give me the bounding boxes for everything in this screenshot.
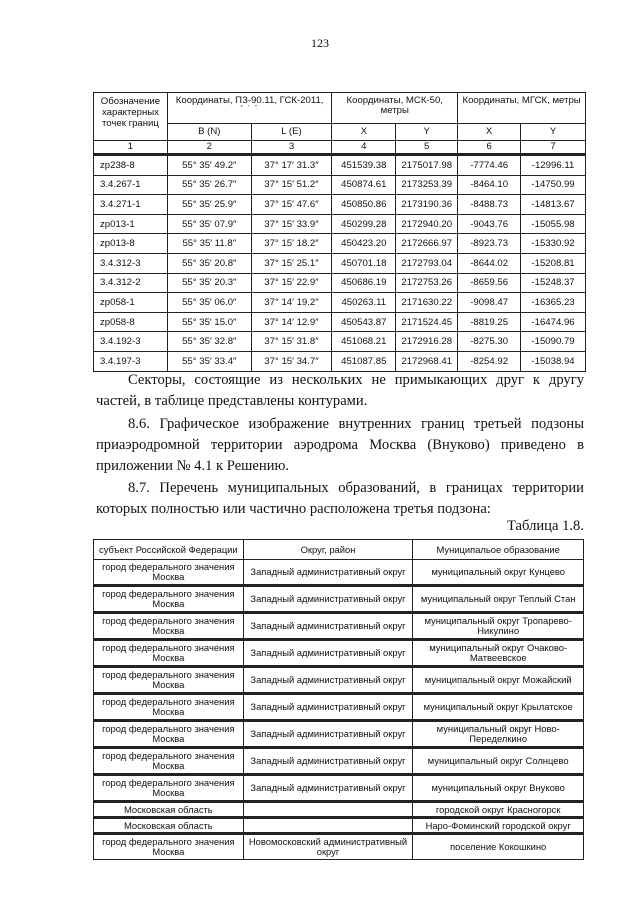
muni-cell: Западный административный округ [243,613,413,640]
muni-cell: Западный административный округ [243,694,413,721]
muni-cell: муниципальный округ Теплый Стан [413,586,584,613]
coordinate-cell: 55° 35′ 15.0″ [167,312,251,332]
muni-cell: Западный административный округ [243,560,413,586]
muni-col-header: Муниципальое образование [413,540,584,560]
muni-cell: Западный административный округ [243,640,413,667]
coordinate-cell: 55° 35′ 20.3″ [167,273,251,293]
coordinate-cell: -8659.56 [458,273,521,293]
muni-col-header: Округ, район [243,540,413,560]
table-row [94,214,586,234]
point-id-cell: 3.4.192-3 [94,332,168,352]
coordinate-cell: 450874.61 [332,175,396,195]
coordinate-cell: 450850.86 [332,195,396,215]
coordinate-cell: 451068.21 [332,332,396,352]
coordinate-cell: -8488.73 [458,195,521,215]
coordinate-cell: 451087.85 [332,351,396,371]
coordinate-cell: -15330.92 [521,234,586,254]
coordinate-cell: 450263.11 [332,293,396,313]
muni-cell: город федерального значения Москва [94,640,244,667]
coordinate-cell: 450701.18 [332,253,396,273]
muni-cell [243,818,413,834]
col-subheader: B (N) [167,124,251,141]
coordinate-cell: 37° 15′ 33.9″ [251,214,332,234]
col-subheader: Y [521,124,586,141]
table-row [94,694,584,721]
table-row [94,234,586,254]
muni-cell: город федерального значения Москва [94,694,244,721]
table-row [94,667,584,694]
muni-cell: муниципальный округ Можайский [413,667,584,694]
col-number: 6 [458,141,521,155]
coordinate-cell: -14750.99 [521,175,586,195]
coordinate-cell: 55° 35′ 49.2″ [167,155,251,176]
paragraph-8-6 [96,414,584,477]
muni-cell: городской округ Красногорск [413,802,584,818]
table-row [94,195,586,215]
table-row [94,273,586,293]
coordinate-cell: -15248.37 [521,273,586,293]
muni-cell: муниципальный округ Солнцево [413,748,584,775]
muni-cell: Западный административный округ [243,586,413,613]
point-id-cell: 3.4.267-1 [94,175,168,195]
coordinate-cell: 37° 15′ 22.9″ [251,273,332,293]
table-row [94,748,584,775]
coordinate-cell: 55° 35′ 07.9″ [167,214,251,234]
col-number: 1 [94,141,168,155]
muni-cell: город федерального значения Москва [94,721,244,748]
muni-cell: Западный административный округ [243,748,413,775]
col-header-pz90-units: ° ′ ″ [240,105,259,111]
col-number: 3 [251,141,332,155]
point-id-cell: 3.4.197-3 [94,351,168,371]
col-number: 5 [396,141,458,155]
coordinate-cell: 2172753.26 [396,273,458,293]
page-number: 123 [311,36,329,50]
muni-cell: город федерального значения Москва [94,748,244,775]
muni-cell: муниципальный округ Ново-Переделкино [413,721,584,748]
coordinate-cell: 37° 17′ 31.3″ [251,155,332,176]
coordinate-cell: 55° 35′ 33.4″ [167,351,251,371]
muni-cell: муниципальный округ Крылатское [413,694,584,721]
coordinate-cell: 37° 14′ 12.9″ [251,312,332,332]
col-header-mgsk: Координаты, МГСК, метры [458,93,586,124]
table-row [94,640,584,667]
coordinate-cell: -15055.98 [521,214,586,234]
paragraph-8-7 [96,478,584,520]
col-header-msk50: Координаты, МСК-50, метры [332,93,458,124]
coordinate-cell: -8464.10 [458,175,521,195]
muni-cell: Западный административный округ [243,667,413,694]
table-row [94,253,586,273]
coordinate-cell: 55° 35′ 06.0″ [167,293,251,313]
muni-cell: Наро-Фоминский городской округ [413,818,584,834]
coordinate-cell: 37° 15′ 47.6″ [251,195,332,215]
coordinate-cell: 2172666.97 [396,234,458,254]
coordinate-cell: 37° 15′ 34.7″ [251,351,332,371]
coordinate-cell: 55° 35′ 32.8″ [167,332,251,352]
coordinate-cell: 450686.19 [332,273,396,293]
muni-cell: город федерального значения Москва [94,775,244,802]
coordinate-cell: 451539.38 [332,155,396,176]
muni-col-header: субъект Российской Федерации [94,540,244,560]
muni-cell: Западный административный округ [243,775,413,802]
muni-cell: Новомосковский административный округ [243,834,413,860]
coordinate-cell: 450299.28 [332,214,396,234]
table-row [94,613,584,640]
coordinate-cell: 55° 35′ 11.8″ [167,234,251,254]
paragraph-8-7-text: 8.7. Перечень муниципальных образований, в границах территории которых полностью или частично расположена третья подзона: [96,480,584,517]
coordinate-cell: 37° 15′ 18.2″ [251,234,332,254]
coordinate-cell: -16365.23 [521,293,586,313]
col-header-pz90-label: Координаты, ПЗ-90.11, ГСК-2011, [175,95,324,106]
coordinate-cell: -8275.30 [458,332,521,352]
muni-cell [243,802,413,818]
coordinate-cell: -15208.81 [521,253,586,273]
muni-cell: муниципальный округ Внуково [413,775,584,802]
table-row [94,834,584,860]
col-number: 4 [332,141,396,155]
paragraph-sectors-text: Секторы, состоящие из нескольких не примыкающих друг к другу частей, в таблице представлены контурами. [96,372,584,409]
coordinate-cell: 55° 35′ 25.9″ [167,195,251,215]
col-number: 7 [521,141,586,155]
muni-cell: поселение Кокошкино [413,834,584,860]
coordinate-cell: -8819.25 [458,312,521,332]
coordinate-cell: -12996.11 [521,155,586,176]
muni-cell: Московская область [94,818,244,834]
paragraph-8-6-text: 8.6. Графическое изображение внутренних границ третьей подзоны приаэродромной территории аэродрома Москва (Внуково) приведено в приложении № 4.1 к Решению. [96,416,584,474]
table-row [94,351,586,371]
table-row [94,175,586,195]
coordinate-cell: -7774.46 [458,155,521,176]
coordinate-cell: 2171630.22 [396,293,458,313]
table-row [94,155,586,176]
coordinate-cell: 55° 35′ 20.8″ [167,253,251,273]
point-id-cell: zp013-1 [94,214,168,234]
coordinate-cell: -14813.67 [521,195,586,215]
coordinate-cell: -9098.47 [458,293,521,313]
coordinate-cell: 37° 14′ 19.2″ [251,293,332,313]
col-header-points: Обозначение характерных точек границ [94,93,168,141]
coordinate-cell: 55° 35′ 26.7″ [167,175,251,195]
coordinate-cell: -15090.79 [521,332,586,352]
muni-cell: муниципальный округ Очаково-Матвеевское [413,640,584,667]
col-header-pz90 [167,93,331,124]
col-subheader: L (E) [251,124,332,141]
coordinate-cell: -9043.76 [458,214,521,234]
point-id-cell: zp013-8 [94,234,168,254]
muni-cell: муниципальный округ Кунцево [413,560,584,586]
col-number: 2 [167,141,251,155]
muni-cell: город федерального значения Москва [94,667,244,694]
coordinate-cell: 2173253.39 [396,175,458,195]
muni-cell: город федерального значения Москва [94,586,244,613]
coordinate-cell: -16474.96 [521,312,586,332]
coordinate-cell: 450543.87 [332,312,396,332]
table-row [94,293,586,313]
point-id-cell: zp238-8 [94,155,168,176]
coordinate-cell: 2172968.41 [396,351,458,371]
table-caption: Таблица 1.8. [506,518,584,534]
table-row [94,312,586,332]
coordinate-cell: -8254.92 [458,351,521,371]
coordinate-cell: -8644.02 [458,253,521,273]
coordinate-cell: -15038.94 [521,351,586,371]
muni-cell: город федерального значения Москва [94,560,244,586]
col-subheader: X [458,124,521,141]
municipalities-table [93,539,584,860]
point-id-cell: zp058-8 [94,312,168,332]
muni-cell: город федерального значения Москва [94,834,244,860]
coordinate-cell: -8923.73 [458,234,521,254]
coordinate-cell: 2172940.20 [396,214,458,234]
col-subheader: X [332,124,396,141]
coordinate-cell: 2172916.28 [396,332,458,352]
muni-cell: муниципальный округ Тропарево-Никулино [413,613,584,640]
col-subheader: Y [396,124,458,141]
coordinates-table [93,92,586,372]
coordinate-cell: 2171524.45 [396,312,458,332]
paragraph-sectors [96,370,584,412]
table-row [94,775,584,802]
table-row [94,560,584,586]
coordinate-cell: 2172793.04 [396,253,458,273]
coordinate-cell: 2173190.36 [396,195,458,215]
table-row [94,721,584,748]
coordinate-cell: 37° 15′ 31.8″ [251,332,332,352]
muni-cell: город федерального значения Москва [94,613,244,640]
table-row [94,802,584,818]
muni-cell: Московская область [94,802,244,818]
muni-cell: Западный административный округ [243,721,413,748]
point-id-cell: zp058-1 [94,293,168,313]
coordinate-cell: 37° 15′ 25.1″ [251,253,332,273]
coordinate-cell: 37° 15′ 51.2″ [251,175,332,195]
table-row [94,818,584,834]
point-id-cell: 3.4.271-1 [94,195,168,215]
point-id-cell: 3.4.312-2 [94,273,168,293]
table-row [94,586,584,613]
point-id-cell: 3.4.312-3 [94,253,168,273]
table-row [94,332,586,352]
coordinate-cell: 450423.20 [332,234,396,254]
coordinate-cell: 2175017.98 [396,155,458,176]
